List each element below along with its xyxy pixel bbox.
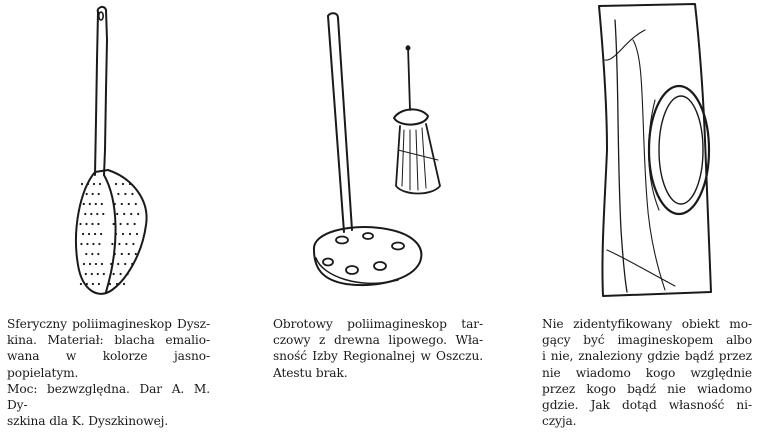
perforation-dot xyxy=(131,193,133,195)
perforation-dot xyxy=(121,203,123,205)
perforation-dot xyxy=(83,263,85,265)
perforation-dot xyxy=(128,253,130,255)
perforation-dot xyxy=(123,283,125,285)
perforation-dot xyxy=(90,213,92,215)
board-illustration xyxy=(585,0,720,305)
perforation-dot xyxy=(122,183,124,185)
perforation-dot xyxy=(98,193,100,195)
perforation-dot xyxy=(127,273,129,275)
perforation-dot xyxy=(98,283,100,285)
perforation-dot xyxy=(92,283,94,285)
perforation-dot xyxy=(136,233,138,235)
perforation-dot xyxy=(129,183,131,185)
perforation-dot xyxy=(111,243,113,245)
perforation-dot xyxy=(122,233,124,235)
caption-line: gdzie. Jak dotąd własność ni- xyxy=(542,398,752,413)
perforation-dot xyxy=(92,193,94,195)
caption-line: nie wiadomo kogo względnie xyxy=(542,365,752,380)
perforation-dot xyxy=(124,193,126,195)
perforation-dot xyxy=(98,243,100,245)
caption-line: czyja. xyxy=(542,414,577,429)
perforation-dot xyxy=(117,263,119,265)
perforation-dot xyxy=(116,213,118,215)
caption-line: Atestu brak. xyxy=(273,365,348,380)
perforation-dot xyxy=(97,273,99,275)
perforation-dot xyxy=(85,253,87,255)
perforation-dot xyxy=(135,253,137,255)
churn-caption xyxy=(273,316,483,381)
perforation-dot xyxy=(94,233,96,235)
perforation-dot xyxy=(89,203,91,205)
perforation-dot xyxy=(128,203,130,205)
perforation-dot xyxy=(131,263,133,265)
perforation-dot xyxy=(123,213,125,215)
caption-line: Nie zidentyfikowany obiekt mo- xyxy=(542,317,752,331)
perforation-dot xyxy=(83,203,85,205)
strainer-caption xyxy=(7,316,210,429)
perforation-dot xyxy=(118,243,120,245)
perforation-dot xyxy=(120,223,122,225)
perforation-dot xyxy=(80,243,82,245)
perforation-dot xyxy=(87,183,89,185)
perforation-dot xyxy=(129,233,131,235)
caption-line: szkina dla K. Dyszkinowej. xyxy=(7,414,169,429)
perforation-dot xyxy=(109,283,111,285)
perforation-dot xyxy=(113,223,115,225)
caption-line: Obrotowy poliimagineskop tar- xyxy=(273,317,483,331)
perforation-dot xyxy=(115,183,117,185)
perforation-dot xyxy=(110,263,112,265)
caption-line: czowy z drewna lipowego. Wła- xyxy=(273,333,483,348)
perforation-dot xyxy=(130,213,132,215)
perforation-dot xyxy=(82,233,84,235)
caption-line: przez kogo bądź nie wiadomo xyxy=(542,381,752,396)
perforation-dot xyxy=(124,263,126,265)
caption-line: Moc: bezwzględna. Dar A. M. Dy- xyxy=(7,381,210,413)
caption-line: Sferyczny poliimagineskop Dysz- xyxy=(7,317,210,331)
perforation-dot xyxy=(100,233,102,235)
caption-line: wana w kolorze jasno-popielatym. xyxy=(7,349,210,380)
perforation-dot xyxy=(79,223,81,225)
perforation-dot xyxy=(91,253,93,255)
perforation-dot xyxy=(117,193,119,195)
perforation-dot xyxy=(135,203,137,205)
perforation-dot xyxy=(84,213,86,215)
perforation-dot xyxy=(103,273,105,275)
caption-line: gący być imagineskopem albo xyxy=(542,333,752,348)
perforation-dot xyxy=(120,273,122,275)
perforation-dot xyxy=(99,183,101,185)
perforation-dot xyxy=(81,183,83,185)
perforation-dot xyxy=(137,213,139,215)
perforation-dot xyxy=(114,203,116,205)
caption-line: sność Izby Regionalnej w Oszczu. xyxy=(273,349,483,364)
perforation-dot xyxy=(97,253,99,255)
board-caption xyxy=(542,316,752,429)
perforation-dot xyxy=(101,263,103,265)
strainer-illustration xyxy=(60,0,170,305)
perforation-dot xyxy=(95,203,97,205)
perforation-dot xyxy=(113,273,115,275)
perforation-dot xyxy=(86,243,88,245)
perforation-dot xyxy=(96,213,98,215)
perforation-dot xyxy=(85,223,87,225)
perforation-dot xyxy=(86,283,88,285)
perforation-dot xyxy=(91,223,93,225)
perforation-dot xyxy=(101,203,103,205)
perforation-dot xyxy=(127,223,129,225)
perforation-dot xyxy=(92,243,94,245)
perforation-dot xyxy=(132,243,134,245)
caption-line: kina. Materiał: blacha emalio- xyxy=(7,333,210,348)
perforation-dot xyxy=(102,213,104,215)
perforation-dot xyxy=(125,243,127,245)
perforation-dot xyxy=(134,223,136,225)
perforation-dot xyxy=(97,223,99,225)
churn-illustration xyxy=(300,0,470,300)
perforation-dot xyxy=(86,193,88,195)
perforation-dot xyxy=(91,273,93,275)
perforation-dot xyxy=(115,233,117,235)
perforation-dot xyxy=(121,253,123,255)
perforation-dot xyxy=(114,253,116,255)
perforation-dot xyxy=(88,233,90,235)
perforation-dot xyxy=(93,183,95,185)
perforation-dot xyxy=(80,283,82,285)
perforation-dot xyxy=(116,283,118,285)
perforation-dot xyxy=(95,263,97,265)
perforation-dot xyxy=(89,263,91,265)
caption-line: i nie, znaleziony gdzie bądź przez xyxy=(542,349,752,364)
perforation-dot xyxy=(85,273,87,275)
